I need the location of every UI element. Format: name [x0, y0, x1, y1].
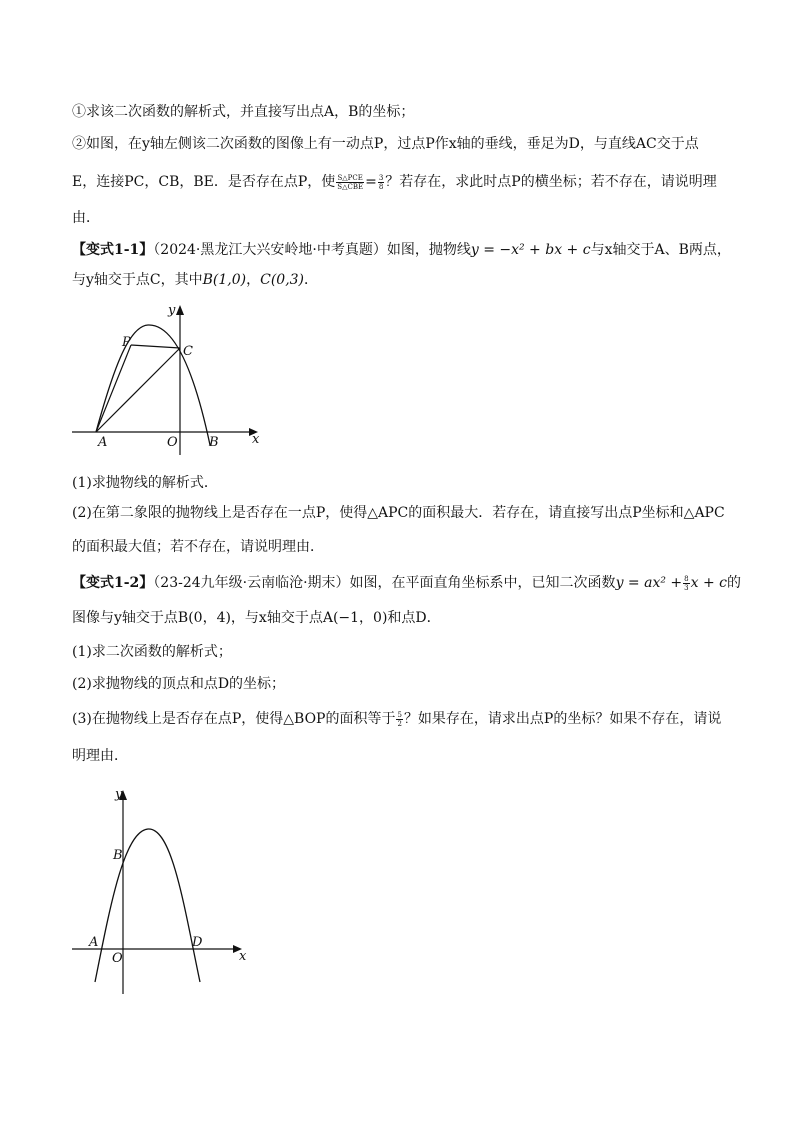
frac-denominator: S△CBE: [337, 182, 364, 191]
problem-part2-line1: ②如图，在y轴左侧该二次函数的图像上有一动点P，过点P作x轴的垂线，垂足为D，与直线AC交于点: [72, 136, 699, 152]
frac-numerator: 5: [397, 710, 402, 719]
coefficient-fraction: [683, 575, 689, 592]
label-point-c: C: [183, 344, 193, 359]
variant-1-2-q2: (2)求抛物线的顶点和点D的坐标；: [72, 676, 286, 692]
variant-source: （2024·黑龙江大兴安岭地·中考真题）如图，抛物线: [153, 242, 471, 258]
label-point-d: D: [192, 935, 203, 950]
formula: y = −x² + bx + c: [470, 242, 591, 258]
label-point-b: B: [209, 435, 219, 450]
frac-numerator: 3: [378, 173, 384, 182]
variant-1-1-q1: (1)求抛物线的解析式．: [72, 475, 218, 491]
variant-1-2-q3-line1: [72, 709, 721, 729]
variant-label: 【变式1-1】: [72, 242, 154, 258]
problem-part1: ①求该二次函数的解析式，并直接写出点A，B的坐标；: [72, 104, 415, 120]
area-value-fraction: [396, 711, 402, 728]
frac-numerator: S△PCE: [337, 173, 363, 182]
variant-1-1-line1: [72, 240, 731, 260]
label-point-a: A: [98, 435, 108, 450]
frac-denominator: 3: [684, 583, 689, 592]
label-point-p: P: [122, 335, 131, 350]
problem-part2-text-b: ？若存在，求此时点P的横坐标；若不存在，请说明理: [385, 174, 717, 190]
parabola-curve: [95, 829, 200, 982]
variant-source: （23-24九年级·云南临沧·期末）如图，在平面直角坐标系中，已知二次函数: [153, 575, 616, 591]
frac-denominator: 2: [397, 719, 402, 728]
problem-part2-line2: [72, 172, 717, 192]
axis-label-y: y: [168, 303, 176, 318]
variant-1-2-q1: (1)求二次函数的解析式；: [72, 644, 232, 660]
variant-label: 【变式1-2】: [72, 575, 154, 591]
variant-1-2-line2: 图像与y轴交于点B(0，4)，与x轴交于点A(−1，0)和点D．: [72, 610, 441, 626]
y-axis-arrow: [176, 305, 184, 315]
problem-part2-text-a: E，连接PC，CB，BE．是否存在点P，使: [72, 174, 336, 190]
variant-1-1-q2-line2: 的面积最大值；若不存在，请说明理由．: [72, 539, 324, 555]
label-point-a: A: [89, 935, 99, 950]
parabola-curve: [96, 325, 210, 445]
point-c-coord: C(0,3): [260, 272, 305, 288]
variant-1-2-q3-line2: 明理由．: [72, 748, 128, 764]
frac-numerator: 8: [684, 574, 689, 583]
point-b-coord: B(1,0): [202, 272, 247, 288]
ratio-value-fraction: [378, 174, 384, 191]
label-origin: O: [167, 435, 178, 450]
axis-label-x: x: [252, 432, 260, 447]
variant-text: 与x轴交于A、B两点，: [590, 242, 731, 258]
end-punct: ．: [304, 272, 319, 288]
segment-ap: [96, 345, 131, 432]
figure-2-parabola: [60, 778, 260, 998]
area-ratio-fraction: [336, 174, 364, 191]
formula-part-b: x + c: [690, 575, 727, 591]
variant-1-2-line1: [72, 573, 741, 593]
q3-text-a: (3)在抛物线上是否存在点P，使得△BOP的面积等于: [72, 711, 396, 727]
separator: ，: [246, 272, 261, 288]
q3-text-b: ？如果存在，请求出点P的坐标？如果不存在，请说: [403, 711, 722, 727]
figure-1-parabola: [60, 295, 280, 460]
label-point-b: B: [113, 848, 123, 863]
variant-text: 与y轴交于点C，其中: [72, 272, 203, 288]
frac-denominator: 8: [378, 182, 384, 191]
label-origin: O: [112, 951, 123, 966]
variant-text: 的: [726, 575, 741, 591]
segment-pc: [131, 345, 180, 348]
variant-1-1-q2-line1: (2)在第二象限的抛物线上是否存在一点P，使得△APC的面积最大．若存在，请直接写出点P坐标和△APC: [72, 505, 725, 521]
problem-part2-line3: 由．: [72, 210, 100, 226]
formula-part-a: y = ax² +: [615, 575, 683, 591]
variant-1-1-line2: [72, 270, 318, 290]
axis-label-y: y: [115, 787, 123, 802]
axis-label-x: x: [239, 949, 247, 964]
equals-sign: =: [365, 174, 377, 190]
